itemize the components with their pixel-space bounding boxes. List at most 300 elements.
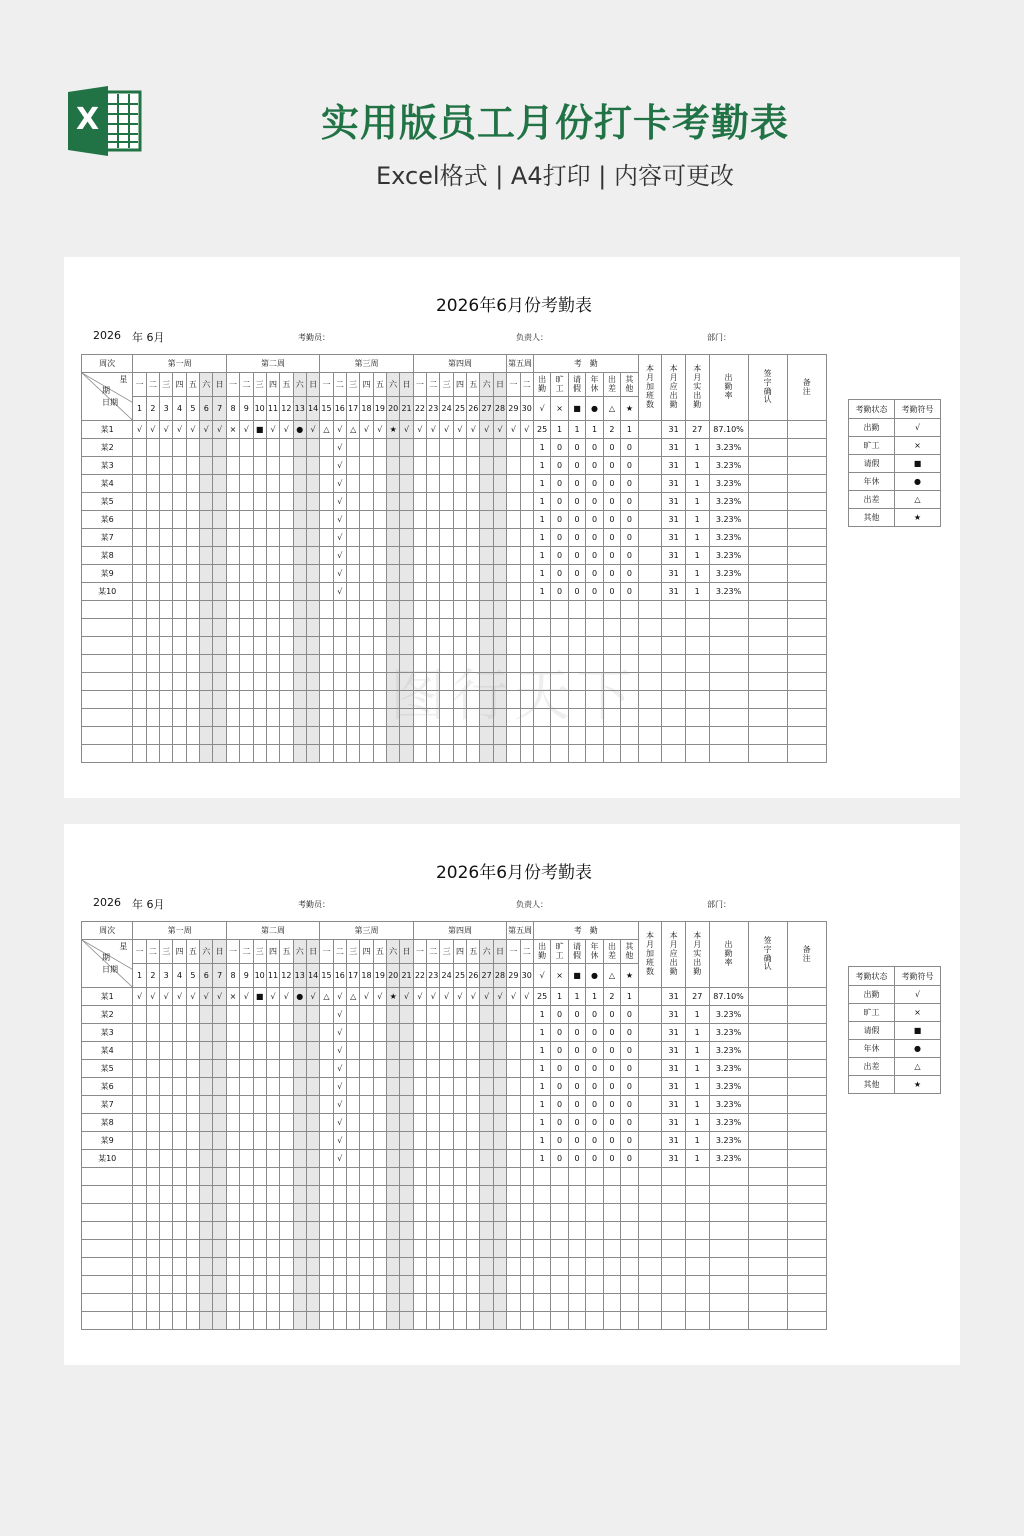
day-mark[interactable] [173,529,186,547]
blank-cell[interactable] [200,673,213,691]
blank-cell[interactable] [253,709,266,727]
day-mark[interactable] [480,1060,493,1078]
day-mark[interactable] [240,493,253,511]
blank-cell[interactable] [280,1186,293,1204]
blank-cell[interactable] [82,619,133,637]
blank-cell[interactable] [186,1294,199,1312]
day-mark[interactable]: √ [186,421,199,439]
blank-cell[interactable] [621,1258,639,1276]
blank-cell[interactable] [280,691,293,709]
blank-cell[interactable] [551,637,568,655]
blank-cell[interactable] [160,673,173,691]
blank-cell[interactable] [146,601,159,619]
day-mark[interactable] [253,1024,266,1042]
blank-cell[interactable] [320,1294,333,1312]
blank-cell[interactable] [507,655,520,673]
blank-cell[interactable] [685,619,709,637]
day-mark[interactable] [253,1132,266,1150]
blank-cell[interactable] [266,601,279,619]
day-mark[interactable] [266,529,279,547]
day-mark[interactable] [186,493,199,511]
blank-cell[interactable] [293,1204,306,1222]
day-mark[interactable] [266,565,279,583]
blank-cell[interactable] [520,1240,533,1258]
blank-cell[interactable] [293,709,306,727]
day-mark[interactable] [373,457,386,475]
blank-cell[interactable] [226,1168,239,1186]
day-mark[interactable]: √ [333,1096,346,1114]
blank-cell[interactable] [685,1168,709,1186]
blank-cell[interactable] [213,619,226,637]
blank-cell[interactable] [213,601,226,619]
blank-cell[interactable] [480,1258,493,1276]
day-mark[interactable] [200,565,213,583]
day-mark[interactable]: √ [413,988,426,1006]
blank-cell[interactable] [320,673,333,691]
day-mark[interactable] [306,565,319,583]
day-mark[interactable] [160,1042,173,1060]
day-mark[interactable] [320,1078,333,1096]
blank-cell[interactable] [662,637,686,655]
blank-cell[interactable] [306,709,319,727]
day-mark[interactable] [427,493,440,511]
blank-cell[interactable] [346,1204,359,1222]
blank-cell[interactable] [240,673,253,691]
day-mark[interactable]: √ [333,565,346,583]
blank-cell[interactable] [568,1276,585,1294]
day-mark[interactable] [306,1078,319,1096]
day-mark[interactable] [133,565,146,583]
day-mark[interactable] [480,529,493,547]
blank-cell[interactable] [133,691,146,709]
day-mark[interactable] [467,475,480,493]
day-mark[interactable] [173,583,186,601]
day-mark[interactable] [387,493,400,511]
blank-cell[interactable] [685,1312,709,1330]
blank-cell[interactable] [266,691,279,709]
day-mark[interactable]: √ [373,421,386,439]
overtime-cell[interactable] [638,511,662,529]
day-mark[interactable] [160,439,173,457]
day-mark[interactable]: √ [333,1114,346,1132]
signature-cell[interactable] [748,511,787,529]
day-mark[interactable] [480,547,493,565]
blank-cell[interactable] [638,727,662,745]
day-mark[interactable] [467,439,480,457]
day-mark[interactable] [186,1132,199,1150]
day-mark[interactable] [320,1060,333,1078]
day-mark[interactable] [213,1078,226,1096]
day-mark[interactable] [226,475,239,493]
blank-cell[interactable] [146,691,159,709]
overtime-cell[interactable] [638,547,662,565]
day-mark[interactable] [413,1132,426,1150]
blank-cell[interactable] [346,745,359,763]
day-mark[interactable] [226,529,239,547]
blank-cell[interactable] [413,673,426,691]
day-mark[interactable] [346,547,359,565]
day-mark[interactable]: √ [360,421,373,439]
day-mark[interactable] [480,1042,493,1060]
day-mark[interactable] [360,511,373,529]
day-mark[interactable]: √ [333,1024,346,1042]
blank-cell[interactable] [226,619,239,637]
blank-cell[interactable] [346,1186,359,1204]
day-mark[interactable] [520,529,533,547]
blank-cell[interactable] [373,1258,386,1276]
blank-cell[interactable] [453,1294,466,1312]
day-mark[interactable] [160,547,173,565]
blank-cell[interactable] [568,1312,585,1330]
day-mark[interactable] [507,1150,520,1168]
day-mark[interactable] [507,475,520,493]
overtime-cell[interactable] [638,1150,662,1168]
day-mark[interactable]: ● [293,421,306,439]
day-mark[interactable]: ● [293,988,306,1006]
blank-cell[interactable] [82,1168,133,1186]
day-mark[interactable] [266,583,279,601]
day-mark[interactable] [387,457,400,475]
blank-cell[interactable] [400,1276,413,1294]
blank-cell[interactable] [373,1276,386,1294]
blank-cell[interactable] [186,1240,199,1258]
blank-cell[interactable] [293,1222,306,1240]
blank-cell[interactable] [787,1312,826,1330]
blank-cell[interactable] [685,673,709,691]
day-mark[interactable] [160,511,173,529]
day-mark[interactable] [480,1132,493,1150]
day-mark[interactable] [427,1078,440,1096]
day-mark[interactable] [240,529,253,547]
day-mark[interactable] [373,1114,386,1132]
blank-cell[interactable] [320,1168,333,1186]
blank-cell[interactable] [200,1312,213,1330]
overtime-cell[interactable] [638,565,662,583]
blank-cell[interactable] [360,691,373,709]
day-mark[interactable] [387,565,400,583]
blank-cell[interactable] [320,1240,333,1258]
day-mark[interactable] [480,1024,493,1042]
blank-cell[interactable] [240,655,253,673]
blank-cell[interactable] [787,673,826,691]
day-mark[interactable] [400,475,413,493]
blank-cell[interactable] [82,1186,133,1204]
day-mark[interactable]: √ [186,988,199,1006]
blank-cell[interactable] [480,1168,493,1186]
day-mark[interactable] [427,1042,440,1060]
day-mark[interactable]: √ [133,421,146,439]
blank-cell[interactable] [293,1276,306,1294]
blank-cell[interactable] [306,1168,319,1186]
blank-cell[interactable] [748,1204,787,1222]
blank-cell[interactable] [520,619,533,637]
blank-cell[interactable] [373,745,386,763]
day-mark[interactable] [453,475,466,493]
day-mark[interactable] [507,1042,520,1060]
day-mark[interactable] [400,493,413,511]
blank-cell[interactable] [387,1222,400,1240]
day-mark[interactable] [200,583,213,601]
day-mark[interactable] [266,1024,279,1042]
blank-cell[interactable] [373,655,386,673]
blank-cell[interactable] [493,1258,506,1276]
blank-cell[interactable] [226,709,239,727]
blank-cell[interactable] [493,1186,506,1204]
blank-cell[interactable] [568,637,585,655]
blank-cell[interactable] [662,691,686,709]
day-mark[interactable] [186,565,199,583]
day-mark[interactable] [400,1024,413,1042]
blank-cell[interactable] [146,1294,159,1312]
blank-cell[interactable] [507,1294,520,1312]
blank-cell[interactable] [346,1240,359,1258]
blank-cell[interactable] [427,1186,440,1204]
blank-cell[interactable] [360,1168,373,1186]
day-mark[interactable] [413,1114,426,1132]
remarks-cell[interactable] [787,1006,826,1024]
blank-cell[interactable] [493,637,506,655]
blank-cell[interactable] [160,655,173,673]
day-mark[interactable] [213,1060,226,1078]
blank-cell[interactable] [507,727,520,745]
day-mark[interactable] [293,547,306,565]
blank-cell[interactable] [387,1240,400,1258]
blank-cell[interactable] [226,745,239,763]
blank-cell[interactable] [621,673,639,691]
day-mark[interactable] [493,1024,506,1042]
overtime-cell[interactable] [638,421,662,439]
signature-cell[interactable] [748,1114,787,1132]
day-mark[interactable] [360,439,373,457]
blank-cell[interactable] [200,1168,213,1186]
blank-cell[interactable] [226,601,239,619]
blank-cell[interactable] [226,1240,239,1258]
blank-cell[interactable] [551,1186,568,1204]
blank-cell[interactable] [133,637,146,655]
day-mark[interactable] [226,1114,239,1132]
blank-cell[interactable] [685,1204,709,1222]
day-mark[interactable] [253,565,266,583]
day-mark[interactable] [146,1096,159,1114]
day-mark[interactable] [480,511,493,529]
day-mark[interactable] [293,1078,306,1096]
blank-cell[interactable] [160,1240,173,1258]
blank-cell[interactable] [346,1312,359,1330]
day-mark[interactable] [346,1132,359,1150]
day-mark[interactable] [520,583,533,601]
day-mark[interactable]: √ [360,988,373,1006]
blank-cell[interactable] [586,673,603,691]
blank-cell[interactable] [186,1168,199,1186]
blank-cell[interactable] [306,1222,319,1240]
day-mark[interactable] [413,475,426,493]
day-mark[interactable] [240,1042,253,1060]
day-mark[interactable]: √ [520,421,533,439]
blank-cell[interactable] [551,1240,568,1258]
day-mark[interactable] [253,439,266,457]
day-mark[interactable] [160,1132,173,1150]
day-mark[interactable]: △ [346,988,359,1006]
blank-cell[interactable] [520,745,533,763]
blank-cell[interactable] [293,601,306,619]
day-mark[interactable] [520,1006,533,1024]
day-mark[interactable] [453,565,466,583]
day-mark[interactable] [467,493,480,511]
blank-cell[interactable] [427,1168,440,1186]
day-mark[interactable] [240,475,253,493]
blank-cell[interactable] [551,655,568,673]
blank-cell[interactable] [400,709,413,727]
day-mark[interactable] [427,1006,440,1024]
blank-cell[interactable] [266,1312,279,1330]
day-mark[interactable] [360,547,373,565]
day-mark[interactable]: √ [160,421,173,439]
blank-cell[interactable] [400,1312,413,1330]
blank-cell[interactable] [146,655,159,673]
signature-cell[interactable] [748,493,787,511]
blank-cell[interactable] [186,655,199,673]
blank-cell[interactable] [621,1186,639,1204]
blank-cell[interactable] [685,1240,709,1258]
day-mark[interactable] [387,1042,400,1060]
day-mark[interactable] [346,1078,359,1096]
day-mark[interactable]: √ [333,475,346,493]
blank-cell[interactable] [293,1294,306,1312]
blank-cell[interactable] [453,1186,466,1204]
day-mark[interactable]: √ [333,988,346,1006]
blank-cell[interactable] [280,1168,293,1186]
day-mark[interactable] [440,565,453,583]
day-mark[interactable] [240,565,253,583]
day-mark[interactable] [427,475,440,493]
blank-cell[interactable] [173,691,186,709]
blank-cell[interactable] [82,673,133,691]
blank-cell[interactable] [685,637,709,655]
blank-cell[interactable] [253,1204,266,1222]
day-mark[interactable] [173,1150,186,1168]
blank-cell[interactable] [293,1312,306,1330]
blank-cell[interactable] [360,1186,373,1204]
blank-cell[interactable] [186,673,199,691]
day-mark[interactable] [346,1006,359,1024]
day-mark[interactable] [160,1114,173,1132]
blank-cell[interactable] [373,1168,386,1186]
day-mark[interactable]: √ [200,421,213,439]
blank-cell[interactable] [467,1294,480,1312]
blank-cell[interactable] [413,655,426,673]
remarks-cell[interactable] [787,1060,826,1078]
remarks-cell[interactable] [787,475,826,493]
blank-cell[interactable] [453,1276,466,1294]
blank-cell[interactable] [160,601,173,619]
day-mark[interactable] [306,439,319,457]
blank-cell[interactable] [467,1204,480,1222]
signature-cell[interactable] [748,457,787,475]
day-mark[interactable] [160,1096,173,1114]
signature-cell[interactable] [748,529,787,547]
day-mark[interactable]: √ [333,1006,346,1024]
day-mark[interactable] [253,493,266,511]
blank-cell[interactable] [748,1312,787,1330]
day-mark[interactable] [467,1114,480,1132]
blank-cell[interactable] [240,637,253,655]
blank-cell[interactable] [748,1186,787,1204]
day-mark[interactable] [360,1006,373,1024]
day-mark[interactable]: √ [333,529,346,547]
day-mark[interactable] [360,457,373,475]
blank-cell[interactable] [568,673,585,691]
blank-cell[interactable] [240,727,253,745]
day-mark[interactable]: √ [333,457,346,475]
blank-cell[interactable] [346,637,359,655]
day-mark[interactable] [133,583,146,601]
day-mark[interactable] [413,1006,426,1024]
blank-cell[interactable] [186,637,199,655]
day-mark[interactable] [226,511,239,529]
blank-cell[interactable] [253,673,266,691]
blank-cell[interactable] [427,745,440,763]
blank-cell[interactable] [520,1258,533,1276]
blank-cell[interactable] [787,745,826,763]
day-mark[interactable]: √ [333,547,346,565]
day-mark[interactable] [413,547,426,565]
day-mark[interactable] [213,1096,226,1114]
blank-cell[interactable] [551,1276,568,1294]
day-mark[interactable] [293,1042,306,1060]
blank-cell[interactable] [709,673,748,691]
blank-cell[interactable] [346,619,359,637]
blank-cell[interactable] [373,1204,386,1222]
blank-cell[interactable] [160,1186,173,1204]
blank-cell[interactable] [621,709,639,727]
blank-cell[interactable] [453,1240,466,1258]
blank-cell[interactable] [346,1276,359,1294]
day-mark[interactable] [520,1024,533,1042]
day-mark[interactable] [360,493,373,511]
blank-cell[interactable] [603,1240,620,1258]
blank-cell[interactable] [173,1186,186,1204]
day-mark[interactable] [440,1078,453,1096]
blank-cell[interactable] [160,1294,173,1312]
day-mark[interactable] [360,1060,373,1078]
blank-cell[interactable] [507,1258,520,1276]
blank-cell[interactable] [293,691,306,709]
blank-cell[interactable] [387,1294,400,1312]
signature-cell[interactable] [748,1078,787,1096]
blank-cell[interactable] [373,691,386,709]
blank-cell[interactable] [400,1204,413,1222]
blank-cell[interactable] [507,1312,520,1330]
blank-cell[interactable] [240,1204,253,1222]
blank-cell[interactable] [568,1258,585,1276]
day-mark[interactable] [306,1150,319,1168]
blank-cell[interactable] [346,1168,359,1186]
blank-cell[interactable] [200,1240,213,1258]
day-mark[interactable] [493,529,506,547]
overtime-cell[interactable] [638,1060,662,1078]
day-mark[interactable] [373,1132,386,1150]
blank-cell[interactable] [507,709,520,727]
blank-cell[interactable] [467,655,480,673]
day-mark[interactable] [453,493,466,511]
blank-cell[interactable] [551,727,568,745]
blank-cell[interactable] [586,1276,603,1294]
blank-cell[interactable] [226,655,239,673]
blank-cell[interactable] [306,619,319,637]
day-mark[interactable] [453,1114,466,1132]
blank-cell[interactable] [568,691,585,709]
day-mark[interactable] [186,529,199,547]
